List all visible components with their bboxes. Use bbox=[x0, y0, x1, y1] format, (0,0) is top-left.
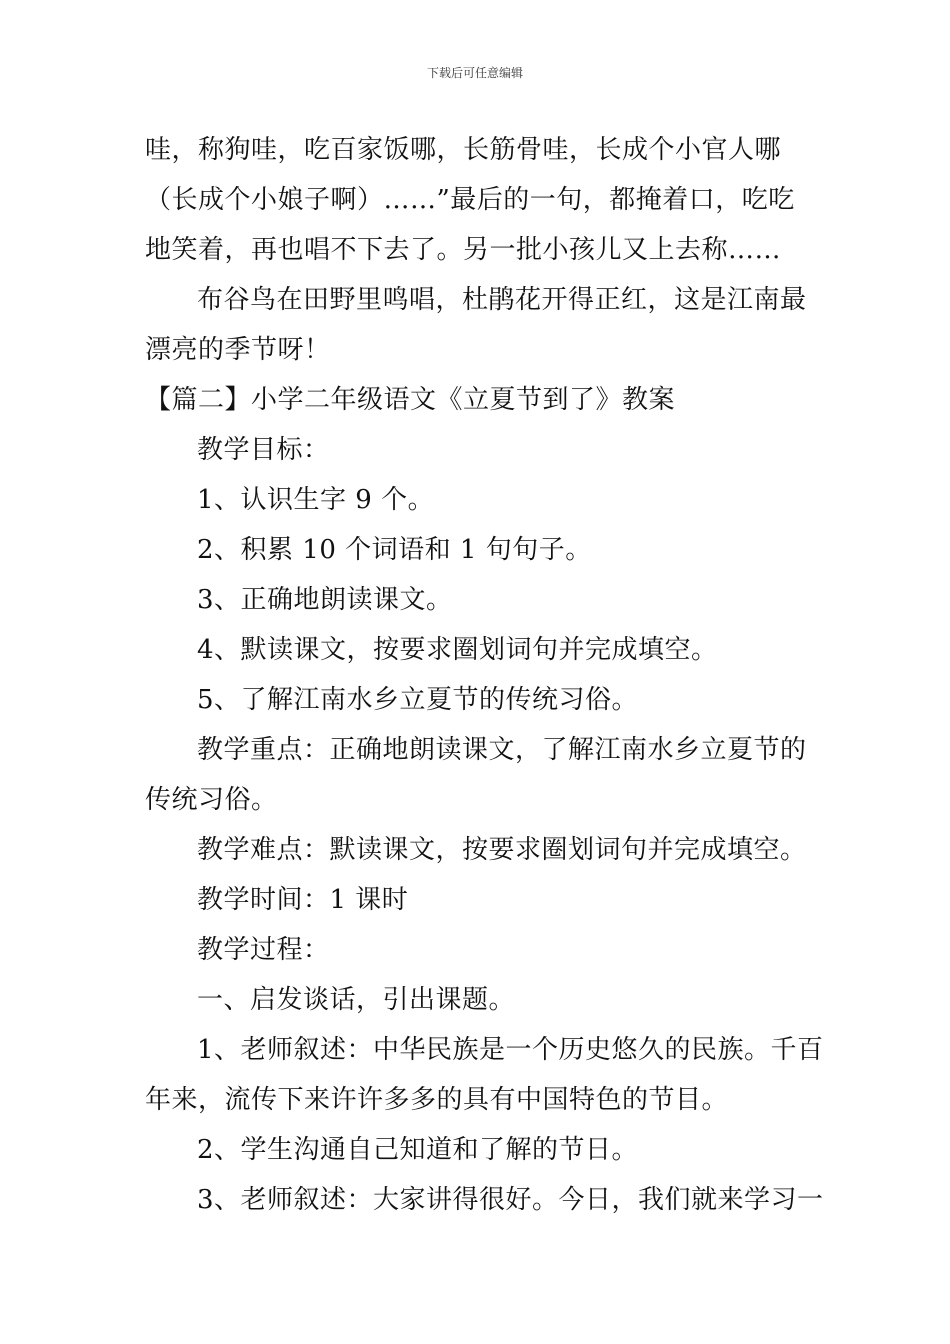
text-line: 地笑着，再也唱不下去了。另一批小孩儿又上去称…… bbox=[145, 235, 782, 265]
text-line: 教学难点：默读课文，按要求圈划词句并完成填空。 bbox=[197, 835, 807, 865]
text-line: 漂亮的季节呀！ bbox=[145, 335, 331, 365]
text-line: 教学时间：1 课时 bbox=[197, 885, 409, 915]
step-item bbox=[145, 1125, 810, 1175]
page-header-note: 下载后可任意编辑 bbox=[426, 66, 523, 80]
text-line: 3、老师叙述：大家讲得很好。今日，我们就来学习一 bbox=[197, 1185, 824, 1215]
text-line: 1、认识生字 9 个。 bbox=[197, 485, 435, 515]
step-item bbox=[145, 1025, 824, 1125]
objective-item bbox=[145, 475, 810, 525]
paragraph-key-points bbox=[145, 725, 810, 825]
text-line: （长成个小娘子啊）……”最后的一句，都掩着口，吃吃 bbox=[145, 185, 795, 215]
paragraph-process-label bbox=[145, 925, 810, 975]
text-line: 5、了解江南水乡立夏节的传统习俗。 bbox=[197, 685, 639, 715]
paragraph-season bbox=[145, 275, 810, 375]
text-line: 哇，称狗哇，吃百家饭哪，长筋骨哇，长成个小官人哪 bbox=[145, 135, 782, 165]
text-line: 2、学生沟通自己知道和了解的节日。 bbox=[197, 1135, 639, 1165]
section-title: 【篇二】小学二年级语文《立夏节到了》教案 bbox=[145, 385, 676, 415]
objective-item bbox=[145, 575, 810, 625]
paragraph-duration bbox=[145, 875, 810, 925]
paragraph-step-heading bbox=[145, 975, 810, 1025]
step-item bbox=[145, 1175, 824, 1225]
text-line: 一、启发谈话，引出课题。 bbox=[197, 985, 516, 1015]
section-heading bbox=[145, 375, 810, 425]
paragraph-song-continuation bbox=[145, 125, 810, 275]
paragraph-objectives-label bbox=[145, 425, 810, 475]
objective-item bbox=[145, 675, 810, 725]
text-line: 教学重点：正确地朗读课文，了解江南水乡立夏节的 bbox=[197, 735, 807, 765]
text-line: 3、正确地朗读课文。 bbox=[197, 585, 453, 615]
text-line: 年来，流传下来许许多多的具有中国特色的节目。 bbox=[145, 1085, 729, 1115]
text-line: 4、默读课文，按要求圈划词句并完成填空。 bbox=[197, 635, 718, 665]
objective-item bbox=[145, 625, 810, 675]
paragraph-difficulties bbox=[145, 825, 810, 875]
text-line: 传统习俗。 bbox=[145, 785, 278, 815]
text-line: 2、积累 10 个词语和 1 句句子。 bbox=[197, 535, 592, 565]
text-line: 教学过程： bbox=[197, 935, 330, 965]
text-line: 1、老师叙述：中华民族是一个历史悠久的民族。千百 bbox=[197, 1035, 824, 1065]
text-line: 教学目标： bbox=[197, 435, 330, 465]
text-line: 布谷鸟在田野里鸣唱，杜鹃花开得正红，这是江南最 bbox=[197, 285, 807, 315]
objective-item bbox=[145, 525, 810, 575]
document-body bbox=[145, 125, 824, 1225]
